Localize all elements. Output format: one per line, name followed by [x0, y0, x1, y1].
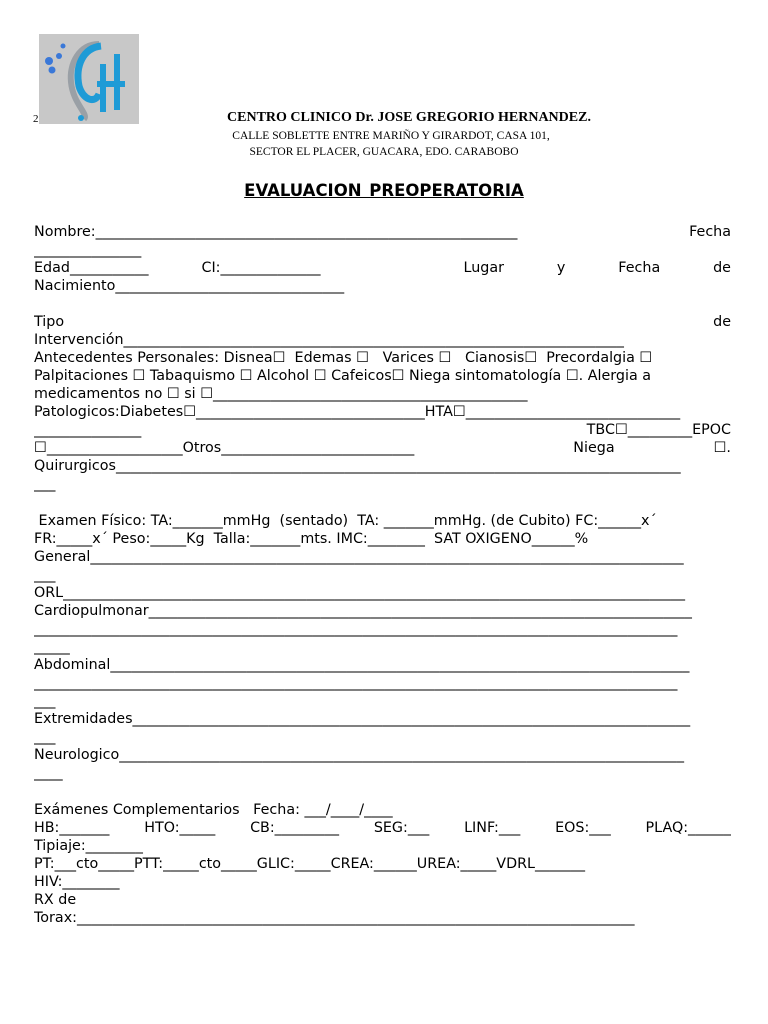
general-blank[interactable]: ___: [34, 567, 56, 583]
tbc-epoc-line[interactable]: [34, 421, 731, 439]
lugar-word: Lugar: [463, 260, 504, 276]
y-word: y: [556, 260, 566, 276]
tipiaje-field[interactable]: Tipiaje:________: [34, 838, 143, 854]
quirurgicos-field[interactable]: Quirurgicos_______________________________________________________________________________: [34, 458, 681, 474]
neurologico-field[interactable]: Neurologico_______________________________________________________________________________: [34, 747, 684, 763]
abdominal-field[interactable]: Abdominal_________________________________________________________________________________: [34, 657, 690, 673]
torax-field[interactable]: Torax:______________________________________________________________________________: [34, 910, 635, 926]
document-title: EVALUACION PREOPERATORIA: [244, 181, 524, 200]
tipo-line: [34, 313, 731, 331]
rx-label: RX de: [34, 892, 77, 908]
linf-field: LINF:___: [464, 820, 521, 836]
hb-field: HB:_______: [34, 820, 110, 836]
orl-field[interactable]: ORL_______________________________________________________________________________________: [34, 585, 686, 601]
examen-fisico-line[interactable]: Examen Físico: TA:_______mmHg (sentado) TA: _______mmHg. (de Cubito) FC:______x´: [34, 513, 657, 529]
palpitaciones-line[interactable]: Palpitaciones ☐ Tabaquismo ☐ Alcohol ☐ Cafeicos☐ Niega sintomatología ☐. Alergia a: [34, 368, 652, 384]
edad-field: Edad___________: [34, 260, 149, 276]
neurologico-blank[interactable]: ____: [34, 765, 63, 781]
de-word-2: de: [713, 314, 731, 330]
intervencion-field[interactable]: Intervención______________________________________________________________________: [34, 332, 624, 348]
patologicos-blank: _______________: [34, 422, 142, 438]
tbc-epoc-field: TBC☐_________EPOC: [586, 422, 731, 438]
examenes-complementarios-line[interactable]: Exámenes Complementarios Fecha: ___/____/____: [34, 802, 393, 818]
otros-niega-line[interactable]: [34, 439, 731, 457]
cardiopulmonar-blank-1[interactable]: __________________________________________________________________________________________: [34, 621, 678, 637]
chemistry-line[interactable]: PT:___cto_____PTT:_____cto_____GLIC:_____CREA:______UREA:_____VDRL_______: [34, 856, 586, 872]
quirurgicos-blank[interactable]: ___: [34, 476, 56, 492]
edad-ci-line[interactable]: [34, 259, 731, 277]
general-field[interactable]: General___________________________________________________________________________________: [34, 549, 684, 565]
nombre-field[interactable]: [34, 223, 731, 241]
extremidades-blank[interactable]: ___: [34, 729, 56, 745]
patologicos-line[interactable]: Patologicos:Diabetes☐________________________________HTA☐______________________________: [34, 404, 681, 420]
cardiopulmonar-field[interactable]: Cardiopulmonar____________________________________________________________________________: [34, 603, 692, 619]
niega-checkbox: ☐.: [713, 440, 731, 456]
clinic-name: CENTRO CLINICO Dr. JOSE GREGORIO HERNANDEZ.: [227, 110, 591, 125]
clinic-address-line2: SECTOR EL PLACER, GUACARA, EDO. CARABOBO: [249, 146, 519, 158]
abdominal-blank-2[interactable]: ___: [34, 693, 56, 709]
fecha-blank[interactable]: _______________: [34, 242, 142, 258]
hto-field: HTO:_____: [144, 820, 216, 836]
tipo-word: Tipo: [34, 314, 65, 330]
extremidades-field[interactable]: Extremidades______________________________________________________________________________: [34, 711, 691, 727]
antecedentes-personales[interactable]: Antecedentes Personales: Disnea☐ Edemas ☐ Varices ☐ Cianosis☐ Precordalgia ☐: [34, 350, 653, 366]
cb-field: CB:_________: [250, 820, 340, 836]
vitals-line[interactable]: FR:_____x´ Peso:_____Kg Talla:_______mts. IMC:________ SAT OXIGENO______%: [34, 531, 589, 547]
niega-word: Niega: [573, 440, 615, 456]
hiv-field[interactable]: HIV:________: [34, 874, 120, 890]
plaq-field: PLAQ:______: [645, 820, 731, 836]
seg-field: SEG:___: [373, 820, 430, 836]
de-word: de: [713, 260, 731, 276]
ci-field: CI:______________: [201, 260, 321, 276]
fecha-label: Fecha: [689, 224, 731, 240]
medicamentos-line[interactable]: medicamentos no ☐ si ☐____________________________________________: [34, 386, 528, 402]
abdominal-blank-1[interactable]: __________________________________________________________________________________________: [34, 675, 678, 691]
cardiopulmonar-blank-2[interactable]: _____: [34, 639, 70, 655]
eos-field: EOS:___: [555, 820, 611, 836]
nacimiento-field[interactable]: Nacimiento________________________________: [34, 278, 345, 294]
page-number: 2: [33, 113, 39, 125]
clinic-address-line1: CALLE SOBLETTE ENTRE MARIÑO Y GIRARDOT, CASA 101,: [232, 130, 550, 142]
otros-field: ☐___________________Otros___________________________: [34, 440, 415, 456]
hematology-line[interactable]: [34, 819, 731, 837]
fecha-word: Fecha: [618, 260, 661, 276]
nombre-label: Nombre:___________________________________________________________: [34, 224, 518, 240]
